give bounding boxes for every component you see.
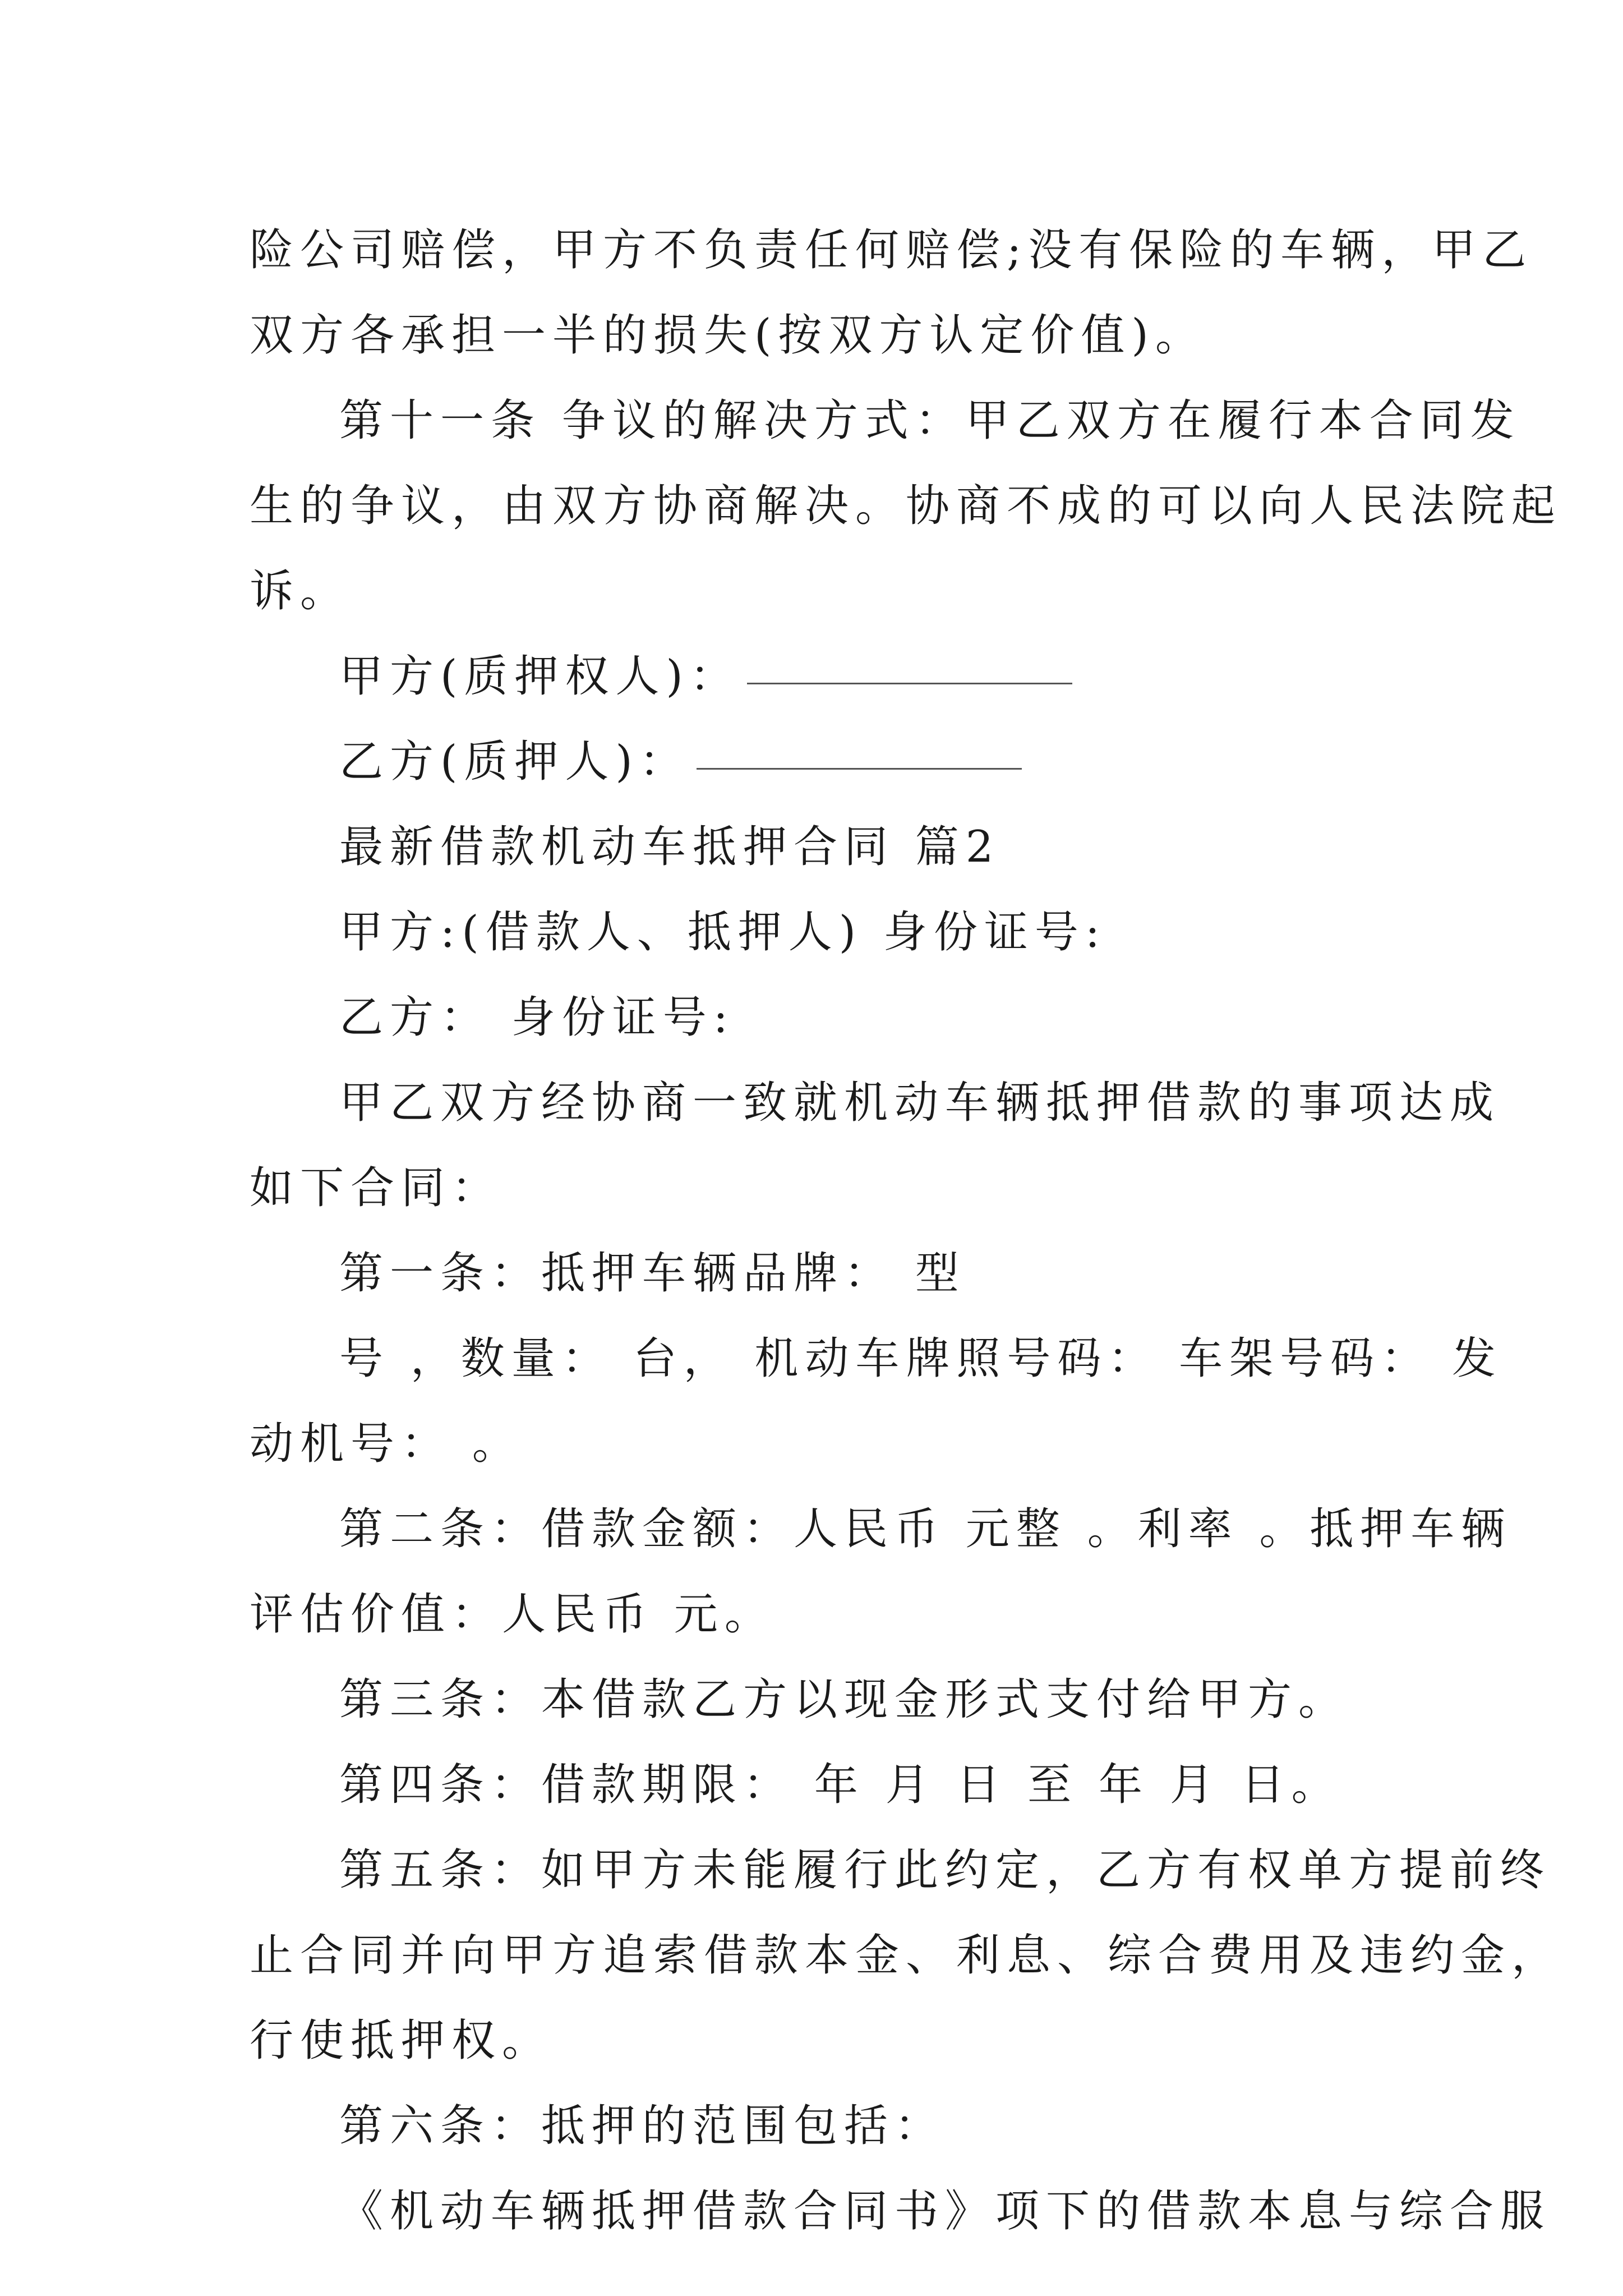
signature-party-b-blank[interactable]: [697, 766, 1022, 770]
signature-party-a-label: 甲方(质押权人)：: [339, 651, 740, 702]
text-line: 甲乙双方经协商一致就机动车辆抵押借款的事项达成: [339, 1078, 1501, 1128]
text-line: 动机号： 。: [250, 1419, 523, 1469]
signature-party-b-label: 乙方(质押人)：: [339, 737, 690, 787]
text-line: 评估价值：人民币 元。: [250, 1589, 775, 1640]
party-b-line: [250, 975, 1377, 1060]
text-line: 第六条：抵押的范围包括：: [339, 2101, 946, 2151]
paragraph-article-2: [250, 1487, 1512, 1657]
paragraph-article-6-detail: [250, 2169, 1551, 2254]
text-line: 险公司赔偿，甲方不负责任何赔偿;没有保险的车辆，甲乙: [250, 225, 1533, 275]
paragraph-article-3: [250, 1657, 1377, 1742]
signature-party-b: [250, 719, 1377, 804]
text-line: 止合同并向甲方追索借款本金、利息、综合费用及违约金，: [250, 1930, 1562, 1981]
party-b-text: 乙方： 身份证号:: [339, 992, 735, 1043]
party-a-text: 甲方:(借款人、抵押人) 身份证号:: [339, 907, 1107, 958]
text-line: 行使抵押权。: [250, 2016, 553, 2066]
text-line: 号 ，数量： 台， 机动车牌照号码： 车架号码： 发: [339, 1333, 1502, 1384]
signature-party-a-blank[interactable]: [747, 680, 1072, 684]
paragraph-article-6: [250, 2083, 1377, 2169]
party-a-line: [250, 890, 1377, 975]
text-line: 第五条：如甲方未能履行此约定，乙方有权单方提前终: [339, 1845, 1551, 1895]
text-line: 第二条：借款金额：人民币 元整 。利率 。抵押车辆: [339, 1504, 1512, 1554]
paragraph-article-1-details: [250, 1316, 1502, 1487]
text-line: 第一条：抵押车辆品牌： 型: [339, 1248, 966, 1299]
paragraph-intro: [250, 1060, 1501, 1231]
text-line: 诉。: [250, 566, 351, 616]
document-body: [250, 208, 1562, 2254]
text-line: 第三条：本借款乙方以现金形式支付给甲方。: [339, 1674, 1349, 1725]
section-title: [250, 804, 1377, 890]
text-line: 《机动车辆抵押借款合同书》项下的借款本息与综合服: [339, 2186, 1551, 2237]
text-line: 第四条：借款期限： 年 月 日 至 年 月 日。: [339, 1760, 1342, 1810]
paragraph-article-11: [250, 378, 1562, 634]
text-line: 生的争议，由双方协商解决。协商不成的可以向人民法院起: [250, 481, 1562, 531]
text-line: 第十一条 争议的解决方式：甲乙双方在履行本合同发: [339, 395, 1521, 446]
section-title-text: 最新借款机动车抵押合同 篇2: [339, 822, 1000, 872]
signature-party-a: [250, 634, 1377, 719]
text-line: 双方各承担一半的损失(按双方认定价值)。: [250, 310, 1206, 361]
text-line: 如下合同：: [250, 1163, 502, 1213]
paragraph-article-5: [250, 1828, 1562, 2083]
paragraph-insurance-continuation: [250, 208, 1533, 378]
paragraph-article-1-brand: [250, 1231, 1377, 1316]
paragraph-article-4: [250, 1742, 1377, 1828]
